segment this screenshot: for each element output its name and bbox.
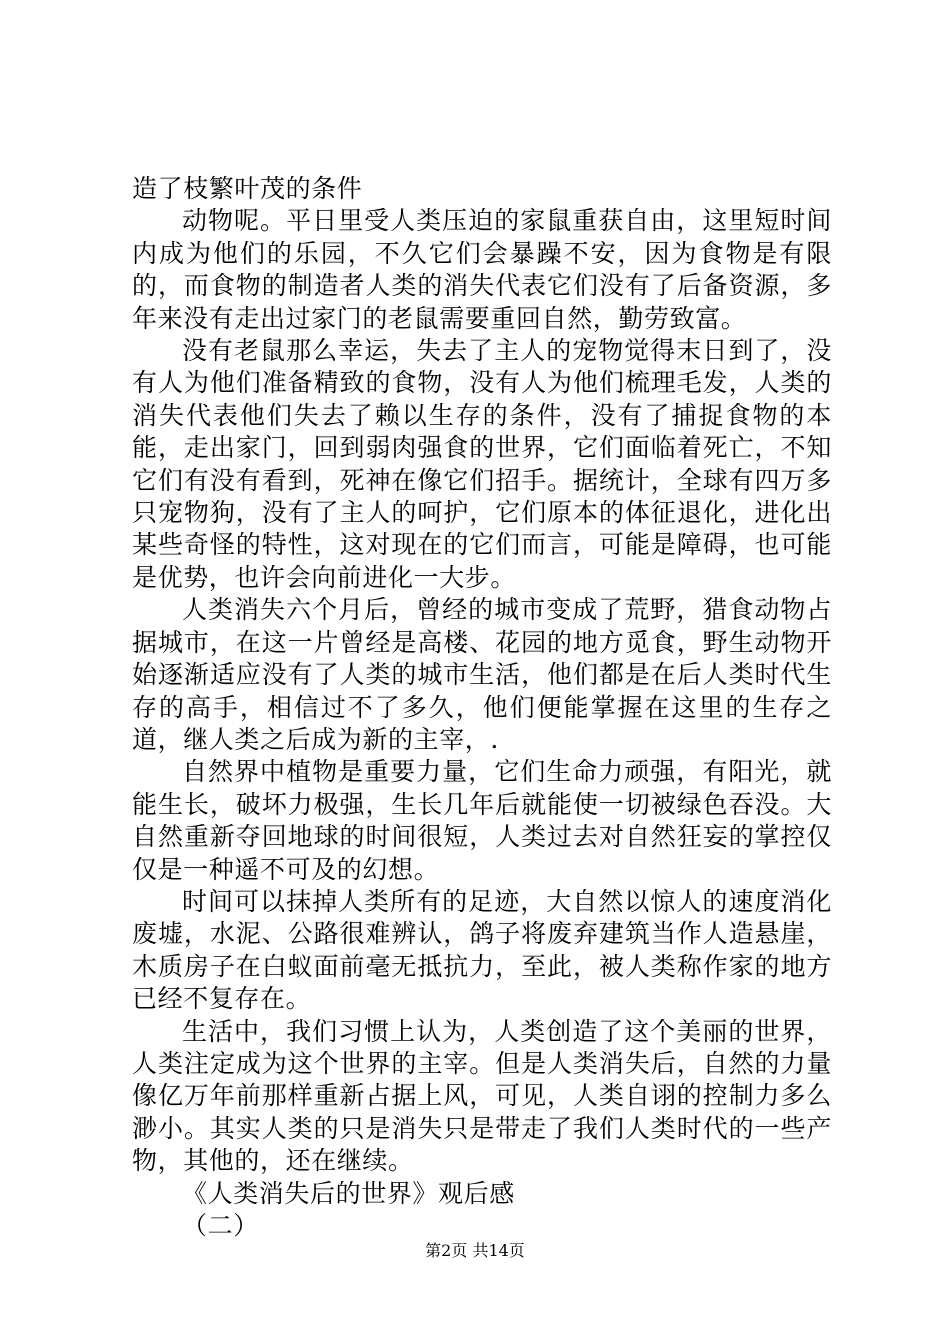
document-body bbox=[132, 173, 832, 1242]
paragraph-time: 时间可以抹掉人类所有的足迹，大自然以惊人的速度消化废墟，水泥、公路很难辨认，鸽子将废弃建筑当作人造悬崖，木质房子在白蚁面前毫无抵抗力，至此，被人类称作家的地方已经不复存在。 bbox=[132, 886, 832, 1014]
essay-subtitle: 《人类消失后的世界》观后感 bbox=[182, 1178, 515, 1208]
paragraph-conclusion: 生活中，我们习惯上认为，人类创造了这个美丽的世界，人类注定成为这个世界的主宰。但是人类消失后，自然的力量像亿万年前那样重新占据上风，可见，人类自诩的控制力多么渺小。其实人类的只是消失只是带走了我们人类时代的一些产物，其他的，还在继续。 bbox=[132, 1016, 832, 1176]
section-number: （二） bbox=[182, 1211, 259, 1240]
page-footer bbox=[0, 1240, 950, 1262]
paragraph-mice: 动物呢。平日里受人类压迫的家鼠重获自由，这里短时间内成为他们的乐园，不久它们会暴躁不安，因为食物是有限的，而食物的制造者人类的消失代表它们没有了后备资源，多年来没有走出过家门的老鼠需要重回自然，勤劳致富。 bbox=[132, 206, 832, 333]
paragraph-continuation: 造了枝繁叶茂的条件 bbox=[132, 174, 363, 203]
paragraph-pets: 没有老鼠那么幸运，失去了主人的宠物觉得末日到了，没有人为他们准备精致的食物，没有人为他们梳理毛发，人类的消失代表他们失去了赖以生存的条件，没有了捕捉食物的本能，走出家门，回到弱肉强食的世界，它们面临着死亡，不知它们有没有看到，死神在像它们招手。据统计，全球有四万多只宠物狗，没有了主人的呵护，它们原本的体征退化，进化出某些奇怪的特性，这对现在的它们而言，可能是障碍，也可能是优势，也许会向前进化一大步。 bbox=[132, 336, 832, 592]
paragraph-city: 人类消失六个月后，曾经的城市变成了荒野，猎食动物占据城市，在这一片曾经是高楼、花园的地方觅食，野生动物开始逐渐适应没有了人类的城市生活，他们都是在后人类时代生存的高手，相信过不了多久，他们便能掌握在这里的生存之道，继人类之后成为新的主宰，. bbox=[132, 595, 832, 754]
page-number-label: 第2页 共14页 bbox=[425, 1241, 525, 1260]
paragraph-plants: 自然界中植物是重要力量，它们生命力顽强，有阳光，就能生长，破坏力极强，生长几年后就能使一切被绿色吞没。大自然重新夺回地球的时间很短，人类过去对自然狂妄的掌控仅仅是一种遥不可及的幻想。 bbox=[132, 757, 832, 884]
